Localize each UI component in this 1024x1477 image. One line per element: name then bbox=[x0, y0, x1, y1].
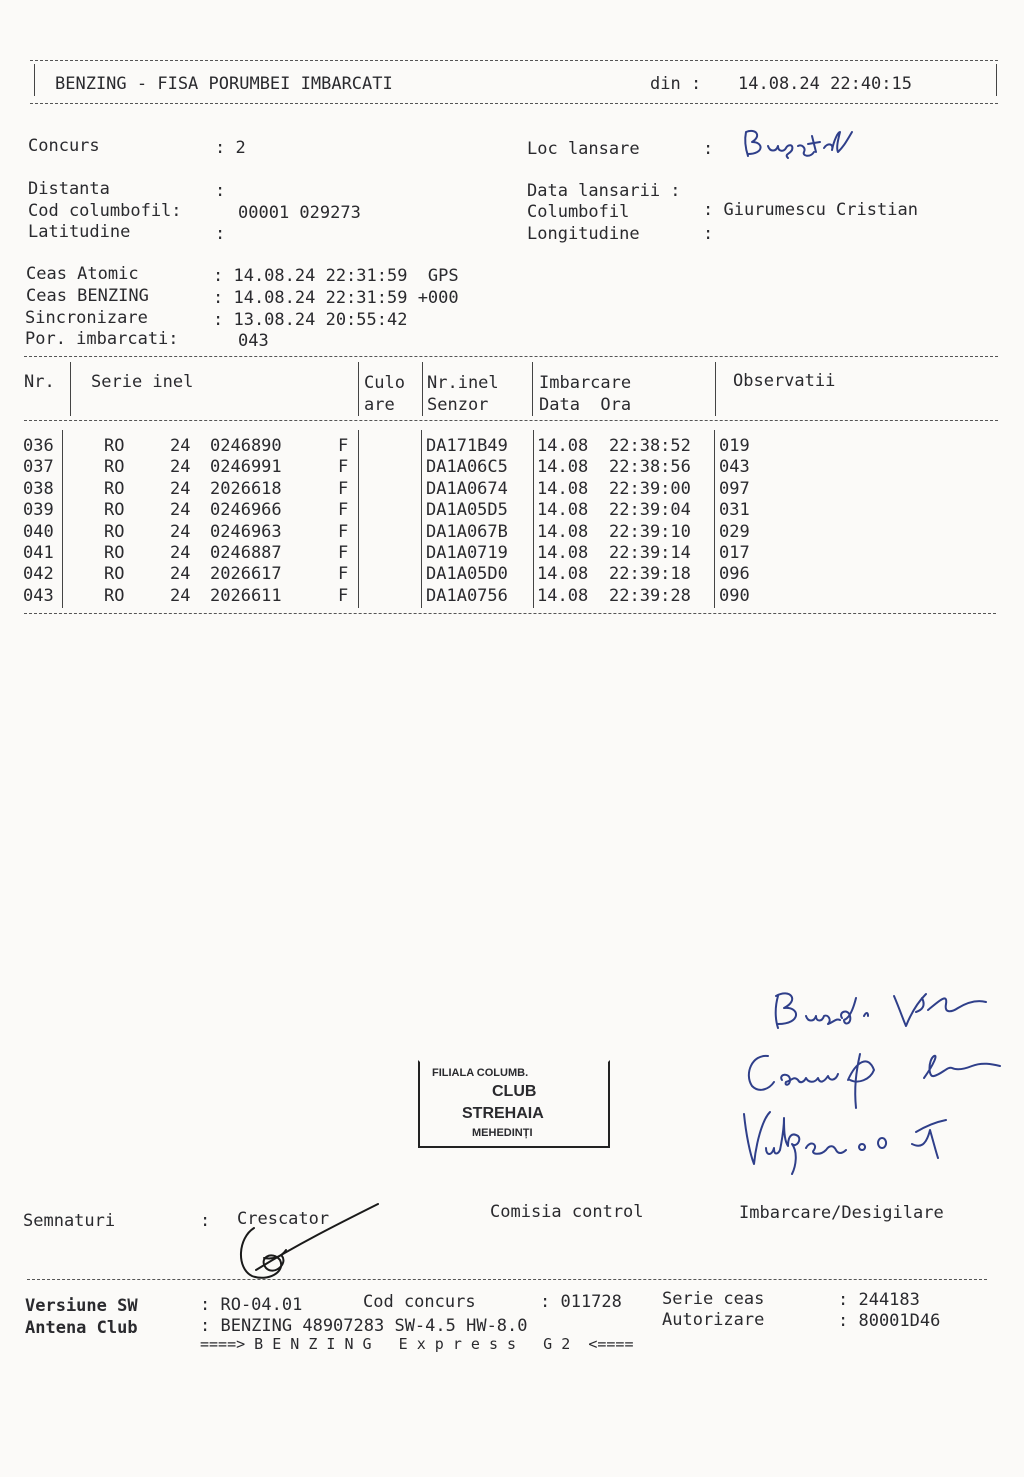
document-title: BENZING - FISA PORUMBEI IMBARCATI bbox=[55, 74, 393, 94]
loc-lansare-handwritten-signature bbox=[738, 122, 878, 162]
cell-country: RO bbox=[104, 521, 125, 542]
cell-sensor: DA171B49 bbox=[426, 436, 508, 456]
cell-time: 22:38:52 bbox=[609, 436, 691, 456]
cell-nr: 043 bbox=[23, 585, 54, 606]
cell-sex: F bbox=[338, 564, 349, 585]
loc-lansare-label: Loc lansare bbox=[527, 139, 640, 159]
crescator-handwritten-signature bbox=[228, 1198, 388, 1288]
stamp-line-mehedinti: MEHEDINȚI bbox=[472, 1127, 533, 1139]
sincronizare-label: Sincronizare bbox=[25, 308, 148, 328]
cell-sensor: DA1A0719 bbox=[426, 543, 508, 563]
table-header-rule bbox=[24, 420, 998, 421]
cell-year: 24 bbox=[170, 436, 191, 456]
cell-obs: 043 bbox=[719, 457, 750, 478]
cod-concurs-value: : 011728 bbox=[540, 1292, 622, 1312]
antena-club-value: : BENZING 48907283 SW-4.5 HW-8.0 bbox=[200, 1316, 528, 1336]
cell-date: 14.08 bbox=[537, 457, 589, 478]
cod-columbofil-value: 00001 029273 bbox=[238, 203, 361, 223]
cell-time: 22:39:18 bbox=[609, 564, 691, 585]
cell-ring: 0246890 bbox=[210, 436, 282, 456]
stamp-line-club: CLUB bbox=[492, 1083, 537, 1100]
cell-date: 14.08 bbox=[537, 478, 589, 499]
table-col-divider bbox=[358, 430, 359, 608]
cell-country: RO bbox=[104, 543, 125, 563]
cell-time: 22:39:10 bbox=[609, 521, 691, 542]
latitudine-label: Latitudine bbox=[28, 222, 131, 242]
cell-nr: 040 bbox=[23, 521, 54, 542]
cell-sensor: DA1A05D0 bbox=[426, 564, 508, 585]
col-header-senzor: Senzor bbox=[427, 395, 489, 415]
semnaturi-label: Semnaturi bbox=[23, 1211, 116, 1231]
cell-date: 14.08 bbox=[537, 500, 589, 521]
cell-year: 24 bbox=[170, 564, 191, 585]
latitudine-value: : bbox=[215, 224, 226, 244]
cell-time: 22:39:00 bbox=[609, 478, 691, 499]
concurs-label: Concurs bbox=[28, 136, 100, 156]
sincronizare-value: : 13.08.24 20:55:42 bbox=[213, 310, 408, 330]
columbofil-value: : Giurumescu Cristian bbox=[703, 200, 918, 220]
cell-obs: 031 bbox=[719, 500, 750, 521]
cell-ring: 2026617 bbox=[210, 564, 282, 585]
cell-sensor: DA1A05D5 bbox=[426, 500, 508, 521]
cell-date: 14.08 bbox=[537, 543, 589, 563]
cell-nr: 042 bbox=[23, 564, 54, 585]
cell-date: 14.08 bbox=[537, 436, 589, 456]
col-header-nr: Nr. bbox=[24, 372, 55, 392]
cell-country: RO bbox=[104, 436, 125, 456]
cell-nr: 036 bbox=[23, 436, 54, 456]
table-top-rule bbox=[24, 356, 998, 357]
cell-ring: 0246963 bbox=[210, 521, 282, 542]
handwritten-signature-vulpescu bbox=[736, 1104, 986, 1184]
cell-year: 24 bbox=[170, 521, 191, 542]
cell-country: RO bbox=[104, 500, 125, 521]
cell-time: 22:39:28 bbox=[609, 585, 691, 606]
longitudine-label: Longitudine bbox=[527, 224, 640, 244]
ceas-atomic-value: : 14.08.24 22:31:59 GPS bbox=[213, 266, 459, 286]
cell-sex: F bbox=[338, 457, 349, 478]
handwritten-signature-busesti bbox=[770, 982, 1000, 1038]
comisia-control-label: Comisia control bbox=[490, 1202, 644, 1222]
cell-sex: F bbox=[338, 478, 349, 499]
cell-sensor: DA1A0756 bbox=[426, 585, 508, 606]
ceas-atomic-label: Ceas Atomic bbox=[26, 264, 139, 284]
cell-date: 14.08 bbox=[537, 521, 589, 542]
cell-year: 24 bbox=[170, 500, 191, 521]
cell-obs: 097 bbox=[719, 478, 750, 499]
longitudine-value: : bbox=[703, 224, 714, 244]
cell-country: RO bbox=[104, 585, 125, 606]
footer-rule bbox=[27, 1279, 987, 1280]
versiune-sw-label: Versiune SW bbox=[25, 1296, 138, 1316]
cell-year: 24 bbox=[170, 457, 191, 478]
cell-year: 24 bbox=[170, 478, 191, 499]
cell-year: 24 bbox=[170, 543, 191, 563]
table-col-divider bbox=[714, 430, 715, 608]
cod-concurs-label: Cod concurs bbox=[363, 1292, 476, 1312]
table-col-divider bbox=[533, 430, 534, 608]
distanta-label: Distanta bbox=[28, 179, 110, 199]
table-col-divider bbox=[715, 362, 716, 416]
columbofil-label: Columbofil bbox=[527, 202, 630, 222]
serie-ceas-label: Serie ceas bbox=[662, 1289, 765, 1309]
cell-year: 24 bbox=[170, 585, 191, 606]
autorizare-label: Autorizare bbox=[662, 1310, 765, 1330]
cell-country: RO bbox=[104, 564, 125, 585]
crescator-label: Crescator bbox=[237, 1209, 330, 1229]
data-lansarii-label: Data lansarii : bbox=[527, 181, 681, 201]
table-col-divider bbox=[358, 362, 359, 416]
serie-ceas-value: : 244183 bbox=[838, 1290, 920, 1310]
cell-ring: 0246966 bbox=[210, 500, 282, 521]
cell-date: 14.08 bbox=[537, 564, 589, 585]
handwritten-signature-carmen bbox=[742, 1044, 1002, 1110]
distanta-value: : bbox=[215, 181, 226, 201]
header-din-label: din : bbox=[650, 74, 702, 94]
versiune-sw-value: : RO-04.01 bbox=[200, 1295, 303, 1315]
cell-sex: F bbox=[338, 543, 349, 563]
table-col-divider bbox=[532, 362, 533, 416]
ceas-benzing-label: Ceas BENZING bbox=[26, 286, 149, 306]
cell-sensor: DA1A06C5 bbox=[426, 457, 508, 478]
col-header-observatii: Observatii bbox=[733, 371, 836, 391]
cell-sex: F bbox=[338, 436, 349, 456]
cell-nr: 038 bbox=[23, 478, 54, 499]
cell-nr: 039 bbox=[23, 500, 54, 521]
cell-nr: 041 bbox=[23, 543, 54, 563]
ceas-benzing-value: : 14.08.24 22:31:59 +000 bbox=[213, 288, 459, 308]
col-header-culo2: are bbox=[364, 395, 395, 415]
cell-obs: 029 bbox=[719, 521, 750, 542]
table-bottom-rule bbox=[24, 613, 996, 614]
loc-lansare-sep: : bbox=[703, 139, 714, 159]
cell-obs: 096 bbox=[719, 564, 750, 585]
cod-columbofil-label: Cod columbofil: bbox=[28, 201, 182, 221]
header-top-rule bbox=[30, 60, 998, 61]
header-right-border bbox=[996, 64, 997, 96]
cell-ring: 0246887 bbox=[210, 543, 282, 563]
benzing-brand-line: ====> B E N Z I N G E x p r e s s G 2 <==== bbox=[200, 1335, 634, 1353]
por-imbarcati-value: 043 bbox=[238, 331, 269, 351]
col-header-nrinel: Nr.inel bbox=[427, 373, 499, 393]
cell-country: RO bbox=[104, 478, 125, 499]
concurs-value: : 2 bbox=[215, 138, 246, 158]
cell-ring: 2026618 bbox=[210, 478, 282, 499]
header-bottom-rule bbox=[30, 103, 998, 104]
por-imbarcati-label: Por. imbarcati: bbox=[25, 329, 179, 349]
cell-sex: F bbox=[338, 500, 349, 521]
header-left-border bbox=[34, 64, 35, 96]
table-col-divider bbox=[62, 430, 63, 608]
col-header-culo: Culo bbox=[364, 373, 405, 393]
club-stamp bbox=[418, 1060, 610, 1148]
imbarcare-desigilare-label: Imbarcare/Desigilare bbox=[739, 1203, 944, 1223]
autorizare-value: : 80001D46 bbox=[838, 1311, 941, 1331]
table-col-divider bbox=[422, 362, 423, 416]
cell-date: 14.08 bbox=[537, 585, 589, 606]
semnaturi-sep: : bbox=[200, 1211, 211, 1231]
stamp-line-filiala: FILIALA COLUMB. bbox=[432, 1067, 529, 1079]
header-datetime: 14.08.24 22:40:15 bbox=[738, 74, 912, 94]
col-header-data-ora: Data Ora bbox=[539, 395, 632, 415]
stamp-line-strehaia: STREHAIA bbox=[462, 1105, 544, 1122]
cell-obs: 019 bbox=[719, 436, 750, 456]
cell-sensor: DA1A0674 bbox=[426, 478, 508, 499]
cell-ring: 0246991 bbox=[210, 457, 282, 478]
antena-club-label: Antena Club bbox=[25, 1318, 138, 1338]
cell-country: RO bbox=[104, 457, 125, 478]
cell-nr: 037 bbox=[23, 457, 54, 478]
cell-time: 22:39:14 bbox=[609, 543, 691, 563]
table-col-divider bbox=[421, 430, 422, 608]
cell-sex: F bbox=[338, 585, 349, 606]
cell-ring: 2026611 bbox=[210, 585, 282, 606]
cell-time: 22:38:56 bbox=[609, 457, 691, 478]
col-header-serie: Serie inel bbox=[91, 372, 194, 392]
cell-sensor: DA1A067B bbox=[426, 521, 508, 542]
table-col-divider bbox=[70, 362, 71, 416]
cell-time: 22:39:04 bbox=[609, 500, 691, 521]
cell-sex: F bbox=[338, 521, 349, 542]
cell-obs: 017 bbox=[719, 543, 750, 563]
col-header-imbarcare: Imbarcare bbox=[539, 373, 632, 393]
cell-obs: 090 bbox=[719, 585, 750, 606]
